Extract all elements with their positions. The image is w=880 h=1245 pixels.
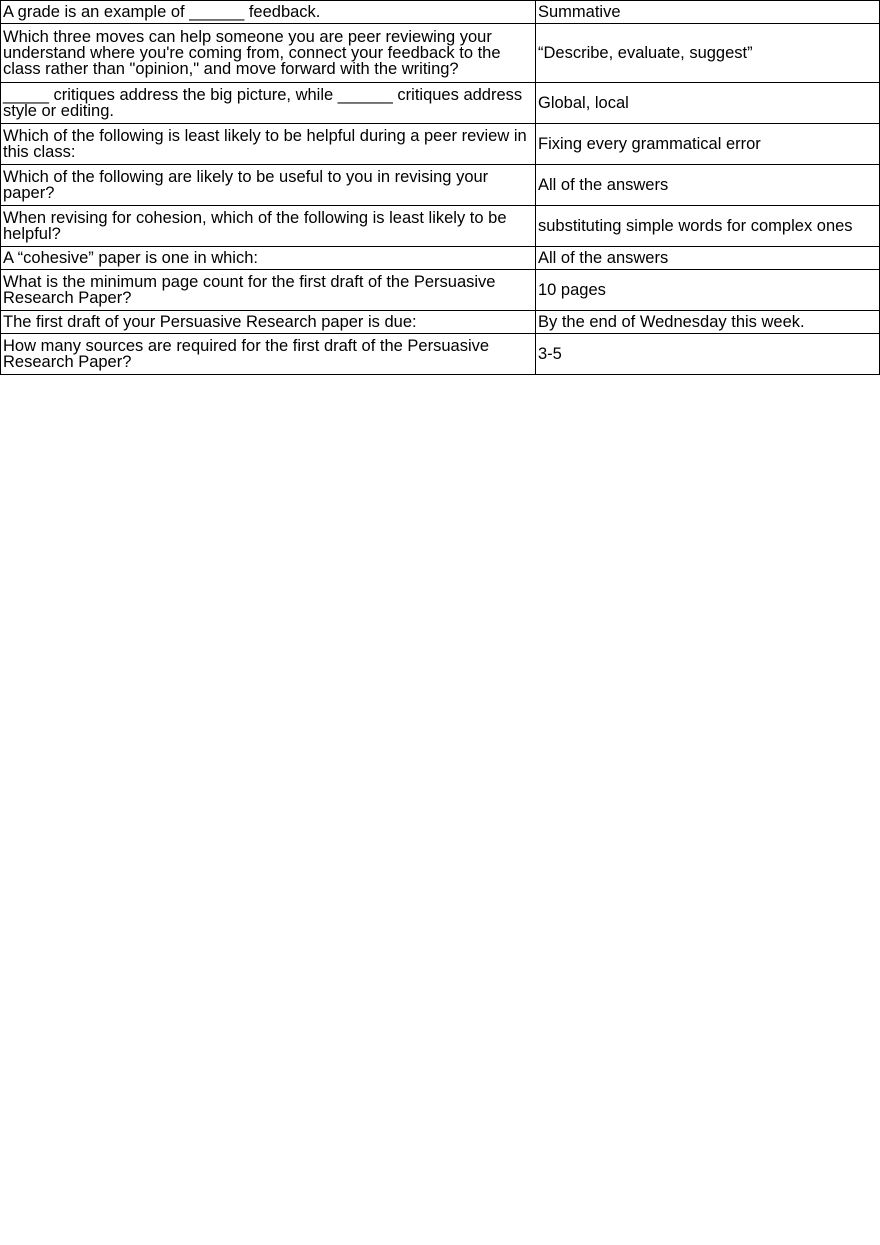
question-cell: The first draft of your Persuasive Research paper is due: [1,311,536,334]
answer-cell: 3-5 [536,334,880,375]
question-cell: _____ critiques address the big picture, while ______ critiques address style or editing. [1,83,536,124]
table-row [1,270,880,311]
table-row [1,83,880,124]
answer-cell: Global, local [536,83,880,124]
answer-cell: 10 pages [536,270,880,311]
table-row [1,165,880,206]
table-row [1,334,880,375]
question-cell: A grade is an example of ______ feedback. [1,1,536,24]
answer-cell: By the end of Wednesday this week. [536,311,880,334]
answer-cell: Summative [536,1,880,24]
table-row [1,1,880,24]
answer-cell: Fixing every grammatical error [536,124,880,165]
table-row [1,24,880,83]
question-cell: Which of the following are likely to be useful to you in revising your paper? [1,165,536,206]
table-row [1,247,880,270]
answer-cell: All of the answers [536,247,880,270]
answer-cell: All of the answers [536,165,880,206]
question-cell: How many sources are required for the first draft of the Persuasive Research Paper? [1,334,536,375]
question-cell: Which three moves can help someone you are peer reviewing your understand where you're coming from, connect your feedback to the class rather than "opinion," and move forward with the writing? [1,24,536,83]
question-cell: When revising for cohesion, which of the following is least likely to be helpful? [1,206,536,247]
question-cell: A “cohesive” paper is one in which: [1,247,536,270]
table-row [1,206,880,247]
answer-cell: substituting simple words for complex ones [536,206,880,247]
question-cell: Which of the following is least likely to be helpful during a peer review in this class: [1,124,536,165]
quiz-answer-table [0,0,880,375]
question-cell: What is the minimum page count for the first draft of the Persuasive Research Paper? [1,270,536,311]
table-row [1,124,880,165]
answer-cell: “Describe, evaluate, suggest” [536,24,880,83]
table-row [1,311,880,334]
